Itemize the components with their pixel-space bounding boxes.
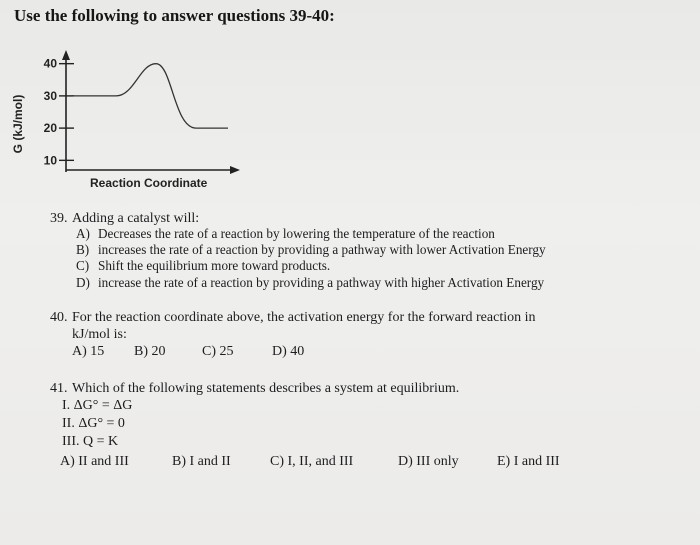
question-41-options bbox=[60, 454, 600, 472]
question-39 bbox=[50, 210, 199, 227]
question-41 bbox=[50, 380, 459, 397]
y-tick-label-20: 20 bbox=[43, 121, 57, 136]
option-letter: C) bbox=[76, 258, 90, 273]
question-40-options bbox=[72, 344, 372, 362]
question-40-option-a: A) 15 bbox=[72, 344, 105, 359]
question-39-number: 39. bbox=[50, 211, 68, 226]
graph-y-axis-label: G (kJ/mol) bbox=[11, 94, 25, 154]
y-tick-label-40: 40 bbox=[43, 56, 57, 71]
question-39-option-a bbox=[76, 226, 495, 242]
y-tick-label-10: 10 bbox=[43, 153, 57, 168]
question-39-option-b bbox=[76, 242, 546, 258]
question-40-line-2: kJ/mol is: bbox=[72, 327, 127, 342]
graph-y-axis-arrow bbox=[62, 50, 70, 60]
question-41-statement-3: III. Q = K bbox=[62, 434, 119, 449]
option-text: increases the rate of a reaction by providing a pathway with lower Activation Energy bbox=[98, 242, 546, 257]
option-text: Decreases the rate of a reaction by lowering the temperature of the reaction bbox=[98, 226, 495, 241]
question-39-text: Adding a catalyst will: bbox=[72, 211, 200, 226]
question-41-option-d: D) III only bbox=[398, 454, 459, 469]
option-letter: B) bbox=[76, 242, 90, 257]
y-tick-label-30: 30 bbox=[43, 88, 57, 103]
question-41-option-b: B) I and II bbox=[172, 454, 231, 469]
question-40-option-c: C) 25 bbox=[202, 344, 234, 359]
question-41-number: 41. bbox=[50, 381, 68, 396]
question-40-number: 40. bbox=[50, 310, 68, 325]
question-40-option-d: D) 40 bbox=[272, 344, 305, 359]
reaction-coordinate-graph bbox=[0, 40, 260, 205]
page-heading: Use the following to answer questions 39-40: bbox=[14, 6, 335, 25]
question-41-option-a: A) II and III bbox=[60, 454, 129, 469]
question-40-line-1: For the reaction coordinate above, the activation energy for the forward reaction in bbox=[72, 310, 536, 325]
question-40-option-b: B) 20 bbox=[134, 344, 166, 359]
graph-x-axis-arrow bbox=[230, 166, 240, 174]
question-39-option-d bbox=[76, 275, 544, 291]
option-text: Shift the equilibrium more toward products. bbox=[98, 258, 331, 273]
energy-curve bbox=[72, 64, 228, 128]
question-40 bbox=[50, 309, 536, 326]
graph-y-ticks bbox=[44, 57, 74, 168]
question-41-option-c: C) I, II, and III bbox=[270, 454, 354, 469]
question-41-text: Which of the following statements describes a system at equilibrium. bbox=[72, 381, 460, 396]
question-41-statement-2: II. ΔG° = 0 bbox=[62, 416, 125, 431]
option-letter: A) bbox=[76, 226, 90, 241]
question-41-statement-1: I. ΔG° = ΔG bbox=[62, 398, 133, 413]
question-41-option-e: E) I and III bbox=[497, 454, 560, 469]
graph-x-axis-label: Reaction Coordinate bbox=[90, 176, 208, 190]
option-text: increase the rate of a reaction by providing a pathway with higher Activation Energy bbox=[98, 275, 545, 290]
option-letter: D) bbox=[76, 275, 90, 290]
question-39-option-c bbox=[76, 258, 330, 274]
